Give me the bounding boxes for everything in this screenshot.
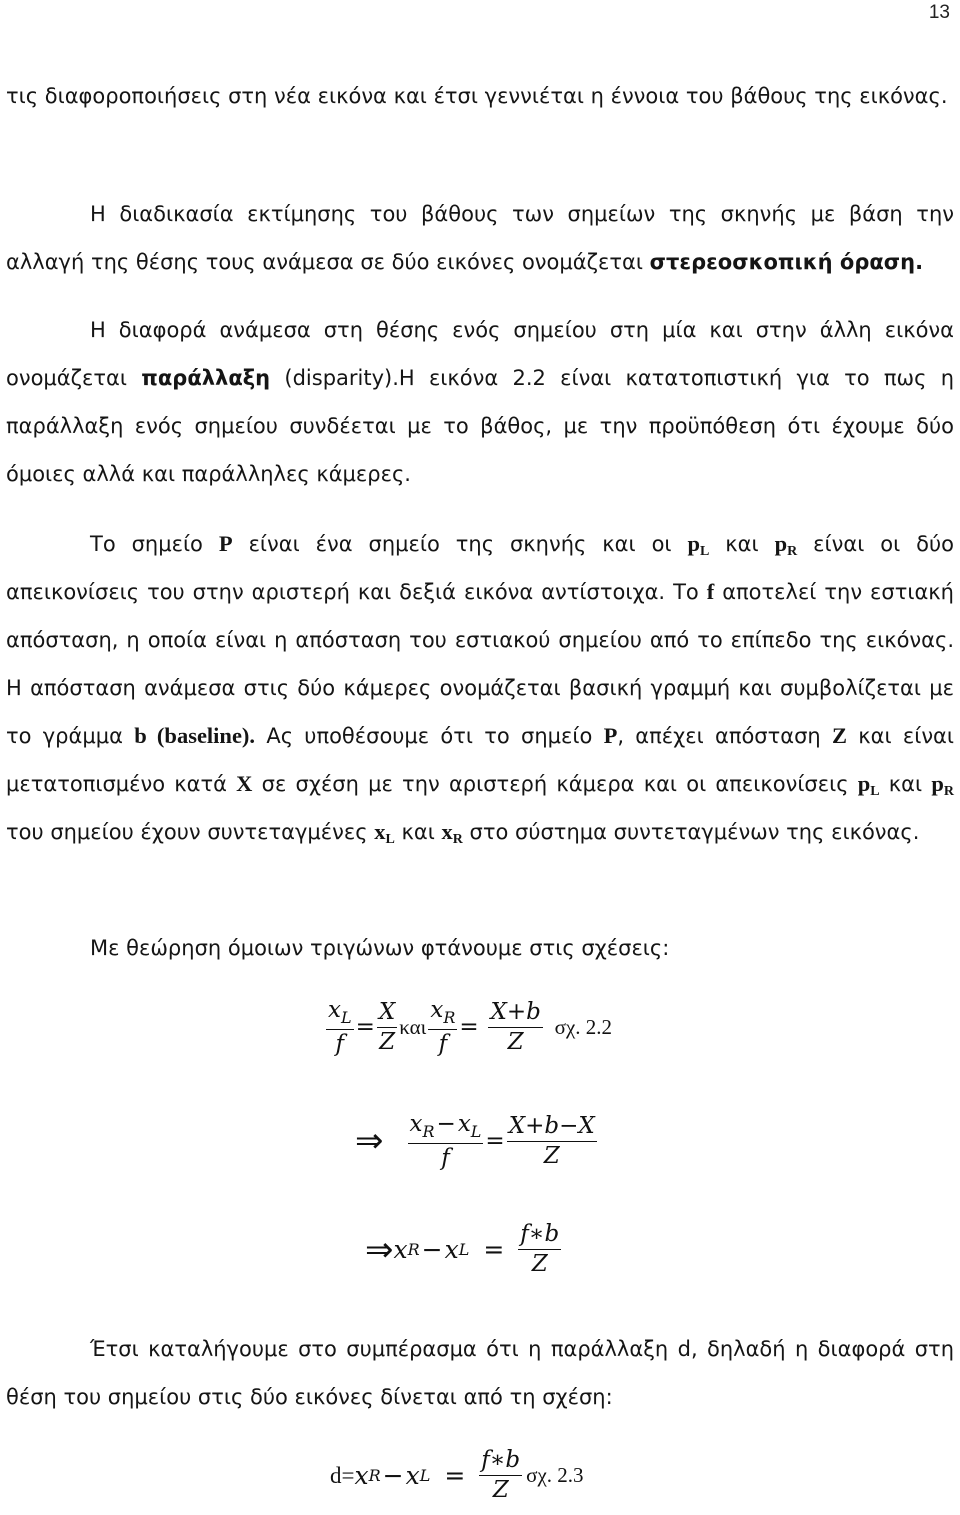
eq2-minus: − [436,1111,456,1137]
symbol-pR-2 [931,771,954,799]
symbol-pL-sub: L [700,544,710,559]
paragraph-disparity-text-b: (disparity).Η εικόνα 2.2 είναι κατατοπιστική για το πως η παράλλαξη ενός σημείου συνδέεται με το βάθος, με την προϋπόθεση ότι έχουμε δύο όμοιες αλλά και παράλληλες κάμερες. [6,366,955,486]
symbol-pR-2-base: p [931,771,944,796]
paragraph-similar-triangles-text: Με θεώρηση όμοιων τριγώνων φτάνουμε στις σχέσεις: [90,936,670,960]
symbol-pR [774,531,798,559]
eq1-equals-1: = [355,1014,375,1041]
paragraph-intro [6,72,954,120]
implies-arrow-icon: ⇒ [355,1121,384,1162]
symbol-b: b [134,723,147,748]
paragraph-conclusion-text: Έτσι καταλήγουμε στο συμπέρασμα ότι η παράλλαξη d, δηλαδή η διαφορά στη θέση του σημείου στις δύο εικόνες δίνεται από τη σχέση: [6,1337,954,1409]
symbol-pL [687,531,710,559]
eq3-xr: x [393,1235,408,1265]
eq1-frac4-num: X+b [488,1000,542,1028]
symbol-P-2: P [603,723,618,748]
geometry-text-5: αποτελεί την εστιακή απόσταση, η οποία είναι η απόσταση του εστιακού σημείου από το επίπεδο της εικόνας. Η απόσταση ανάμεσα στις δύο κάμερες ονομάζεται βασική γραμμή και συμβολίζεται με το γράμμα [6,580,954,748]
eq1-frac3-num [428,998,457,1030]
eq1-frac1-den: f [335,1030,345,1057]
implies-arrow-icon-2: ⇒ [365,1229,394,1270]
eq1-equals-2: = [459,1014,479,1041]
eq1-xl: x [328,997,341,1023]
geometry-text-7: , απέχει απόσταση [617,724,832,748]
eq4-equals: = [444,1461,466,1491]
eq2-frac-right-den: Z [543,1142,560,1169]
symbol-xL-sub: L [385,832,395,847]
symbol-pL-base: p [687,531,700,556]
eq4-d: d= [330,1462,355,1488]
symbol-xL-base: x [374,819,386,844]
eq2-equals: = [485,1128,505,1155]
symbol-pL-2-sub: L [870,784,880,799]
paragraph-geometry [6,520,954,856]
eq1-frac2-den: Z [379,1028,396,1055]
symbol-Z: Z [832,723,848,748]
geometry-text-10: του σημείου έχουν συντεταγμένες [6,820,375,844]
symbol-f: f [706,579,715,604]
eq4-xl-sub: L [419,1466,431,1486]
eq1-frac1-num [326,998,354,1030]
paragraph-disparity-text-a: Η διαφορά ανάμεσα στη θέσης ενός σημείου στη μία και στην άλλη εικόνα ονομάζεται [6,318,954,390]
geometry-text-4: είναι οι δύο απεικονίσεις του στην αριστερή και δεξιά εικόνα αντίστοιχα. Το [6,532,955,604]
eq1-frac-xr-f [428,998,457,1057]
paragraph-intro-text: τις διαφοροποιήσεις στη νέα εικόνα και έτσι γεννιέται η έννοια του βάθους της εικόνας. [6,84,948,108]
eq4-minus: − [382,1461,404,1491]
eq1-frac-x-z [377,1000,397,1056]
eq3-xl-sub: L [458,1240,470,1260]
geometry-text-1: Το σημείο [90,532,219,556]
geometry-text-11: στο σύστημα συντεταγμένων της εικόνας. [462,820,920,844]
eq3-minus: − [421,1235,443,1265]
eq4-label: σχ. 2.3 [526,1463,584,1488]
eq1-frac-xl-f [326,998,354,1057]
geometry-text-and-2: και [394,820,442,844]
symbol-pR-base: p [774,531,788,556]
eq3-frac-den: Z [531,1251,548,1278]
equation-step-1 [355,1112,597,1171]
eq2-xl: x [457,1111,471,1137]
symbol-xR-base: x [441,819,453,844]
eq1-xr-sub: R [443,1008,456,1027]
eq1-label: σχ. 2.2 [554,1014,613,1039]
eq2-frac-left [408,1112,484,1171]
eq1-xl-sub: L [340,1008,352,1027]
eq3-frac [518,1222,561,1278]
symbol-pL-2 [857,771,880,799]
symbol-X: X [236,771,253,796]
page-number: 13 [928,2,950,23]
term-parallax: παράλλαξη [141,366,271,390]
eq1-frac4-den: Z [507,1028,524,1055]
eq1-frac2-num: X [377,1000,397,1028]
eq1-frac-xb-z [481,1000,551,1056]
paragraph-disparity [6,306,954,498]
eq4-frac [479,1448,522,1504]
symbol-xL [374,819,395,847]
paragraph-similar-triangles [6,924,954,972]
eq2-frac-left-num [408,1112,484,1144]
geometry-text-8: και είναι μετατοπισμένο κατά [6,724,955,796]
geometry-text-6: Ας υποθέσουμε ότι το σημείο [255,724,604,748]
paragraph-conclusion [6,1325,954,1421]
equation-2-2 [326,998,612,1057]
term-baseline: (baseline). [146,723,256,748]
geometry-text-9: σε σχέση με την αριστερή κάμερα και οι απεικονίσεις [252,772,858,796]
eq4-xr: x [354,1461,369,1491]
eq4-xr-sub: R [368,1466,381,1486]
symbol-pR-sub: R [787,544,798,559]
eq2-frac-left-den: f [441,1144,450,1171]
equation-2-3 [330,1448,584,1504]
eq4-xl: x [405,1461,420,1491]
eq2-xr-sub: R [422,1122,435,1141]
eq2-xl-sub: L [470,1122,482,1141]
paragraph-stereo-text: Η διαδικασία εκτίμησης του βάθους των σημείων της σκηνής με βάση την αλλαγή της θέσης τους ανάμεσα σε δύο εικόνες ονομάζεται [6,202,954,274]
geometry-text-2: είναι ένα σημείο της σκηνής και οι [232,532,688,556]
geometry-text-3: και [709,532,775,556]
paragraph-stereo [6,190,954,286]
symbol-xR [441,819,463,847]
eq2-frac-right-num: X+b−X [507,1114,597,1142]
symbol-P: P [218,531,233,556]
eq3-equals: = [483,1235,505,1265]
eq3-frac-num: f∗b [518,1222,561,1250]
eq2-xr: x [409,1111,423,1137]
term-stereoscopic-vision: στερεοσκοπική όραση. [649,250,924,274]
eq3-xl: x [444,1235,459,1265]
symbol-pR-2-sub: R [943,784,954,799]
eq1-and: και [399,1014,427,1039]
eq2-frac-right [507,1114,597,1170]
eq3-xr-sub: R [407,1240,420,1260]
equation-step-2 [365,1222,561,1278]
eq1-frac3-den: f [438,1030,448,1057]
geometry-text-and: και [879,772,932,796]
symbol-xR-sub: R [452,832,463,847]
eq4-frac-den: Z [492,1477,509,1504]
eq1-xr: x [430,997,444,1023]
symbol-pL-2-base: p [857,771,871,796]
eq4-frac-num: f∗b [479,1448,522,1476]
